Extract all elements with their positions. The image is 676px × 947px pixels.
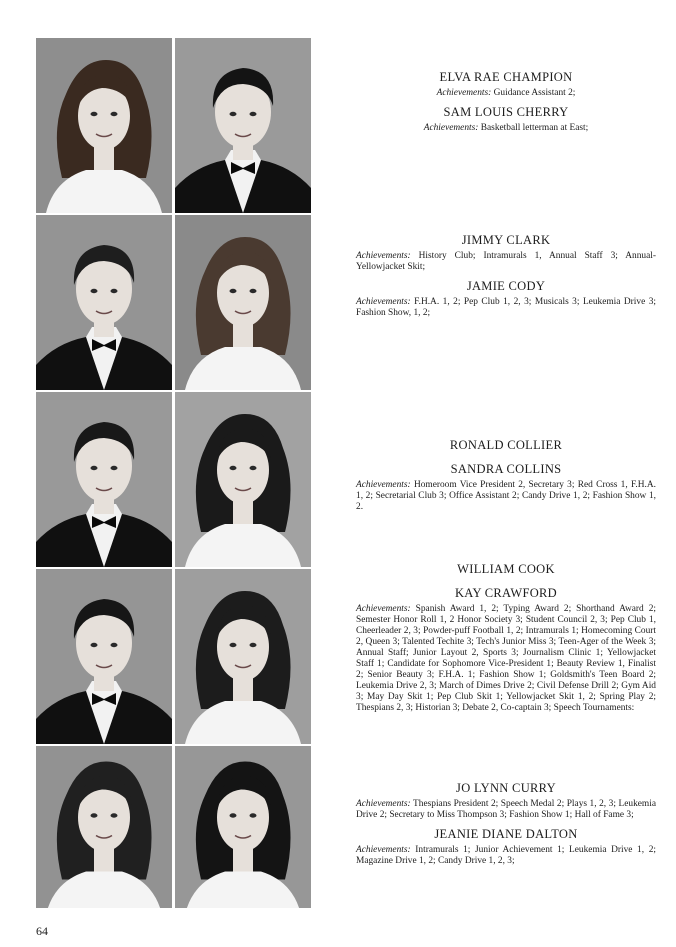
student-name: ELVA RAE CHAMPION xyxy=(439,70,573,84)
achievements-label: Achievements: xyxy=(356,604,411,614)
achievements-text: History Club; Intramurals 1, Annual Staff 3; Annual-Yellowjacket Skit; xyxy=(356,251,656,272)
student-achievements xyxy=(356,88,656,99)
left-eye xyxy=(91,813,98,817)
portrait-jo-lynn-curry xyxy=(36,746,172,908)
right-eye xyxy=(111,112,118,116)
achievements-label: Achievements: xyxy=(356,480,411,490)
portrait-sam-louis-cherry xyxy=(175,38,311,213)
achievements-text: Homeroom Vice President 2, Secretary 3; Red Cross 1, F.H.A. 1, 2; Secretarial Club 3; Office Assistant 2; Candy Drive 1, 2; Fashion Show 1, 2. xyxy=(356,480,656,512)
achievements-text: F.H.A. 1, 2; Pep Club 1, 2, 3; Musicals 3; Leukemia Drive 3; Fashion Show, 1, 2; xyxy=(356,297,656,318)
entry-row-5 xyxy=(356,781,656,873)
achievements-label: Achievements: xyxy=(356,297,411,307)
left-eye xyxy=(91,466,98,470)
portrait-jamie-cody xyxy=(175,215,311,390)
student-name: SAM LOUIS CHERRY xyxy=(443,105,569,119)
right-eye xyxy=(250,289,257,293)
student-achievements xyxy=(356,480,656,513)
portrait-sandra-collins xyxy=(175,392,311,567)
student-name: RONALD COLLIER xyxy=(449,438,563,452)
left-eye xyxy=(230,289,237,293)
page-number: 64 xyxy=(36,924,48,938)
achievements-text: Guidance Assistant 2; xyxy=(493,88,576,98)
student-name: JAMIE CODY xyxy=(466,279,546,293)
achievements-text: Intramurals 1; Junior Achievement 1; Leukemia Drive 1, 2; Magazine Drive 1, 2; Candy Drive 1, 2, 3; xyxy=(356,845,656,866)
right-eye xyxy=(111,289,118,293)
student-name: JO LYNN CURRY xyxy=(456,781,556,795)
left-eye xyxy=(230,813,237,817)
achievements-label: Achievements: xyxy=(356,845,411,855)
student-achievements xyxy=(356,845,656,867)
portrait-kay-crawford xyxy=(175,569,311,744)
portrait-william-cook xyxy=(36,569,172,744)
student-achievements xyxy=(356,251,656,273)
entry-row-1 xyxy=(356,70,656,140)
achievements-label: Achievements: xyxy=(356,799,411,809)
portrait-svg xyxy=(36,746,172,908)
student-name: SANDRA COLLINS xyxy=(450,462,562,476)
student-achievements xyxy=(356,799,656,821)
student-name: KAY CRAWFORD xyxy=(454,586,558,600)
student-achievements xyxy=(356,604,656,714)
portrait-ronald-collier xyxy=(36,392,172,567)
left-eye xyxy=(91,643,98,647)
student-achievements xyxy=(356,297,656,319)
portrait-svg xyxy=(175,38,311,213)
achievements-label: Achievements: xyxy=(436,88,492,98)
entry-row-2 xyxy=(356,233,656,325)
portrait-jeanie-diane-dalton xyxy=(175,746,311,908)
achievements-text: Basketball letterman at East; xyxy=(480,123,589,133)
student-name: JIMMY CLARK xyxy=(461,233,551,247)
portrait-jimmy-clark xyxy=(36,215,172,390)
left-eye xyxy=(91,112,98,116)
right-eye xyxy=(250,112,257,116)
achievements-label: Achievements: xyxy=(423,123,479,133)
portrait-svg xyxy=(175,215,311,390)
right-eye xyxy=(250,466,257,470)
portrait-svg xyxy=(175,746,311,908)
right-eye xyxy=(250,643,257,647)
portrait-svg xyxy=(36,38,172,213)
portrait-elva-rae-champion xyxy=(36,38,172,213)
left-eye xyxy=(230,112,237,116)
student-name: JEANIE DIANE DALTON xyxy=(434,827,578,841)
student-name: WILLIAM COOK xyxy=(457,562,555,576)
entry-row-3 xyxy=(356,438,656,519)
portrait-svg xyxy=(175,392,311,567)
portrait-svg xyxy=(36,569,172,744)
left-eye xyxy=(91,289,98,293)
achievements-label: Achievements: xyxy=(356,251,411,261)
portrait-svg xyxy=(36,215,172,390)
portrait-svg xyxy=(36,392,172,567)
left-eye xyxy=(230,466,237,470)
entry-row-4 xyxy=(356,562,656,720)
left-eye xyxy=(230,643,237,647)
right-eye xyxy=(250,813,257,817)
achievements-text: Thespians President 2; Speech Medal 2; Plays 1, 2, 3; Leukemia Drive 2; Secretary to Miss Thompson 3; Fashion Show 1; Hall of Fame 3; xyxy=(356,799,656,820)
achievements-text: Spanish Award 1, 2; Typing Award 2; Shorthand Award 2; Semester Honor Roll 1, 2 Honor Society 3; Student Council 2, 3; Pep Club 1, Cheerleader 2, 3; Powder-puff Football 1, 2; Intramurals 1; Homecoming Court 2, Queen 3; Talented Techite 3; Tech's Junior Miss 3; Teen-Ager of the Week 3; Annual Staff; Junior Layout 2, Sports 3; Journalism Clinic 1; Yellowjacket Staff 1; Candidate for Sophomore Vice-President 1; Beauty Review 1, Finalist 2; Senior Beauty 3; F.H.A. 1; Fashion Show 1; Goldsmith's Teen Board 2; Leukemia Drive 2, 3; March of Dimes Drive 2; Civil Defense Drill 2; Gym Aid 3; May Day Skit 1; Pep Club Skit 1; Yellowjacket Skit 1, 2; Spring Play 2; Thespians 2, 3; Historian 3; Debate 2, Co-captain 3; Speech Tournaments: xyxy=(356,604,656,713)
portrait-svg xyxy=(175,569,311,744)
right-eye xyxy=(111,643,118,647)
right-eye xyxy=(111,813,118,817)
student-achievements xyxy=(356,123,656,134)
right-eye xyxy=(111,466,118,470)
